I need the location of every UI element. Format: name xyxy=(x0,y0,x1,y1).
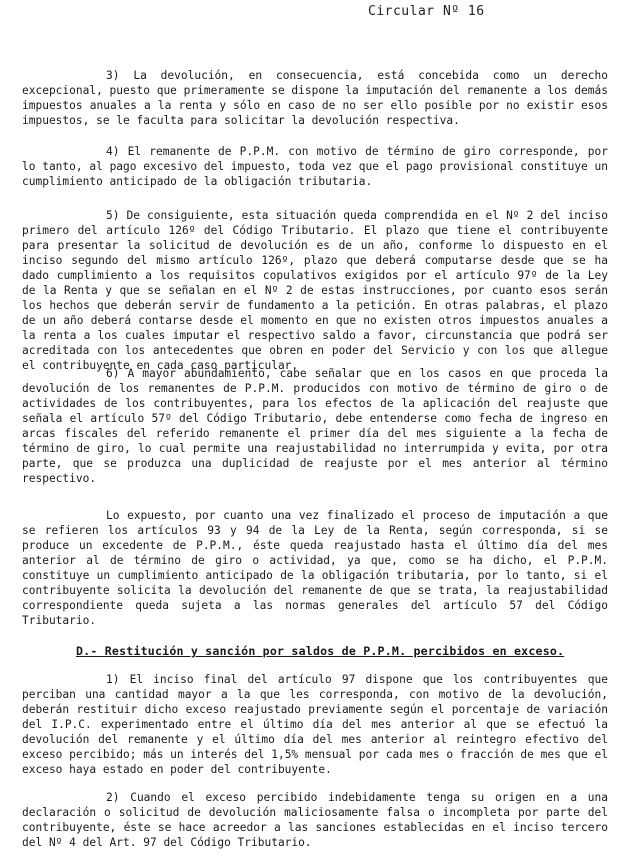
paragraph-3: 3) La devolución, en consecuencia, está concebida como un derecho excepcional, puesto que primeramente se dispone la imputación del remanente a los demás impuestos anuales a la renta y sólo en caso de no ser ello posible por no existir esos impuestos, se le faculta para solicitar la devolución respectiva. xyxy=(22,69,608,127)
paragraph-5: 5) De consiguiente, esta situación queda comprendida en el Nº 2 del inciso primero del artículo 126º del Código Tributario. El plazo que tiene el contribuyente para presentar la solicitud de devolución es de un año, conforme lo dispuesto en el inciso segundo del mismo artículo 126º, plazo que deberá computarse desde que se ha dado cumplimiento a los requisitos copulativos exigidos por el artículo 97º de la Ley de la Renta y que se señalan en el Nº 2 de estas instrucciones, por cuanto esos serán los hechos que deberán servir de fundamento a la petición. En otras palabras, el plazo de un año deberá contarse desde el momento en que no existen otros impuestos anuales a la renta a los cuales imputar el respectivo saldo a favor, circunstancia que podrá ser acreditada con los antecedentes que obren en poder del Servicio y con los que allegue el contribuyente en cada caso particular. xyxy=(22,209,608,372)
paragraph-6: 6) A mayor abundamiento, cabe señalar que en los casos en que proceda la devolución de los remanentes de P.P.M. producidos con motivo de término de giro o de actividades de los contribuyentes, para los efectos de la aplicación del reajuste que señala el artículo 57º del Código Tributario, debe entenderse como fecha de ingreso en arcas fiscales del referido remanente el primer día del mes siguiente a la fecha de término de giro, lo cual permite una reajustabilidad no interrumpida y evita, por otra parte, que se produzca una duplicidad de reajuste por el mes anterior al término respectivo. xyxy=(22,367,608,485)
paragraph-d1: 1) El inciso final del artículo 97 dispone que los contribuyentes que perciban una cantidad mayor a la que les corresponda, con motivo de la devolución, deberán restituir dicho exceso reajustado previamente según el porcentaje de variación del I.P.C. experimentado entre el último día del mes anterior al que se efectuó la devolución del remanente y el último día del mes anterior al reintegro efectivo del exceso percibido; más un interés del 1,5% mensual por cada mes o fracción de mes que el exceso haya estado en poder del contribuyente. xyxy=(22,673,608,776)
paragraph-conclusion: Lo expuesto, por cuanto una vez finalizado el proceso de imputación a que se refieren los artículos 93 y 94 de la Ley de la Renta, según corresponda, si se produce un excedente de P.P.M., éste queda reajustado hasta el último día del mes anterior al de término de giro o actividad, ya que, como se ha dicho, el P.P.M. constituye un cumplimiento anticipado de la obligación tributaria, por lo tanto, si el contribuyente solicita la devolución del remanente de que se trata, la reajustabilidad correspondiente queda sujeta a las normas generales del artículo 57 del Código Tributario. xyxy=(22,509,608,627)
paragraph-4: 4) El remanente de P.P.M. con motivo de término de giro corresponde, por lo tanto, al pago excesivo del impuesto, toda vez que el pago provisional constituye un cumplimiento anticipado de la obligación tributaria. xyxy=(22,145,608,188)
circular-header: Circular Nº 16 xyxy=(368,4,485,19)
section-d-title: D.- Restitución y sanción por saldos de P.P.M. percibidos en exceso. xyxy=(76,644,565,658)
paragraph-d2: 2) Cuando el exceso percibido indebidamente tenga su origen en a una declaración o solicitud de devolución maliciosamente falsa o incompleta por parte del contribuyente, éste se hace acreedor a las sanciones establecidas en el inciso tercero del Nº 4 del Art. 97 del Código Tributario. xyxy=(22,791,608,849)
